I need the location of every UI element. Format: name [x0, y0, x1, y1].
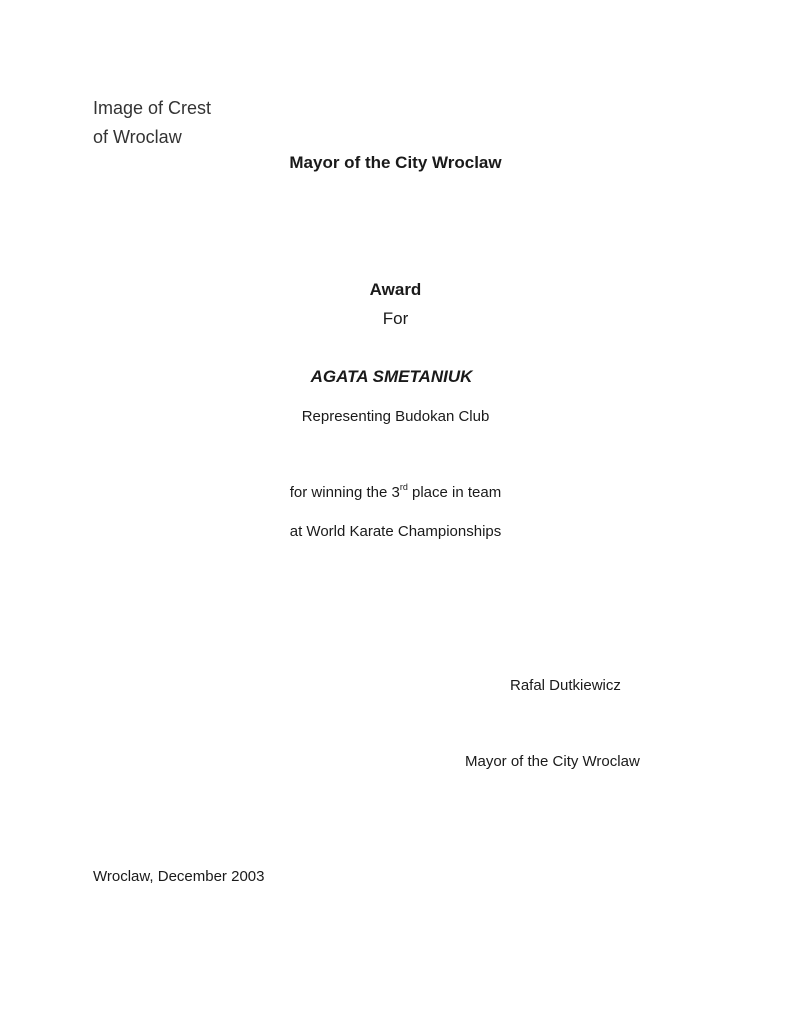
award-title: Award — [369, 280, 422, 299]
place-and-date: Wroclaw, December 2003 — [93, 868, 265, 885]
achievement-ordinal: rd — [399, 482, 408, 492]
club-line: Representing Budokan Club — [301, 408, 490, 425]
event-line: at World Karate Championships — [289, 523, 502, 540]
achievement-prefix: for winning the 3 — [289, 484, 400, 501]
achievement-line — [0, 484, 791, 501]
crest-placeholder-note — [93, 94, 211, 152]
issuer-heading: Mayor of the City Wroclaw — [289, 153, 502, 172]
signer-name: Rafal Dutkiewicz — [510, 677, 621, 694]
signer-title: Mayor of the City Wroclaw — [465, 753, 640, 770]
recipient-name: AGATA SMETANIUK — [310, 367, 473, 386]
award-for-label: For — [382, 309, 409, 328]
crest-note-line-2: of Wroclaw — [93, 127, 182, 147]
achievement-suffix: place in team — [407, 484, 502, 501]
crest-note-line-1: Image of Crest — [93, 98, 212, 118]
